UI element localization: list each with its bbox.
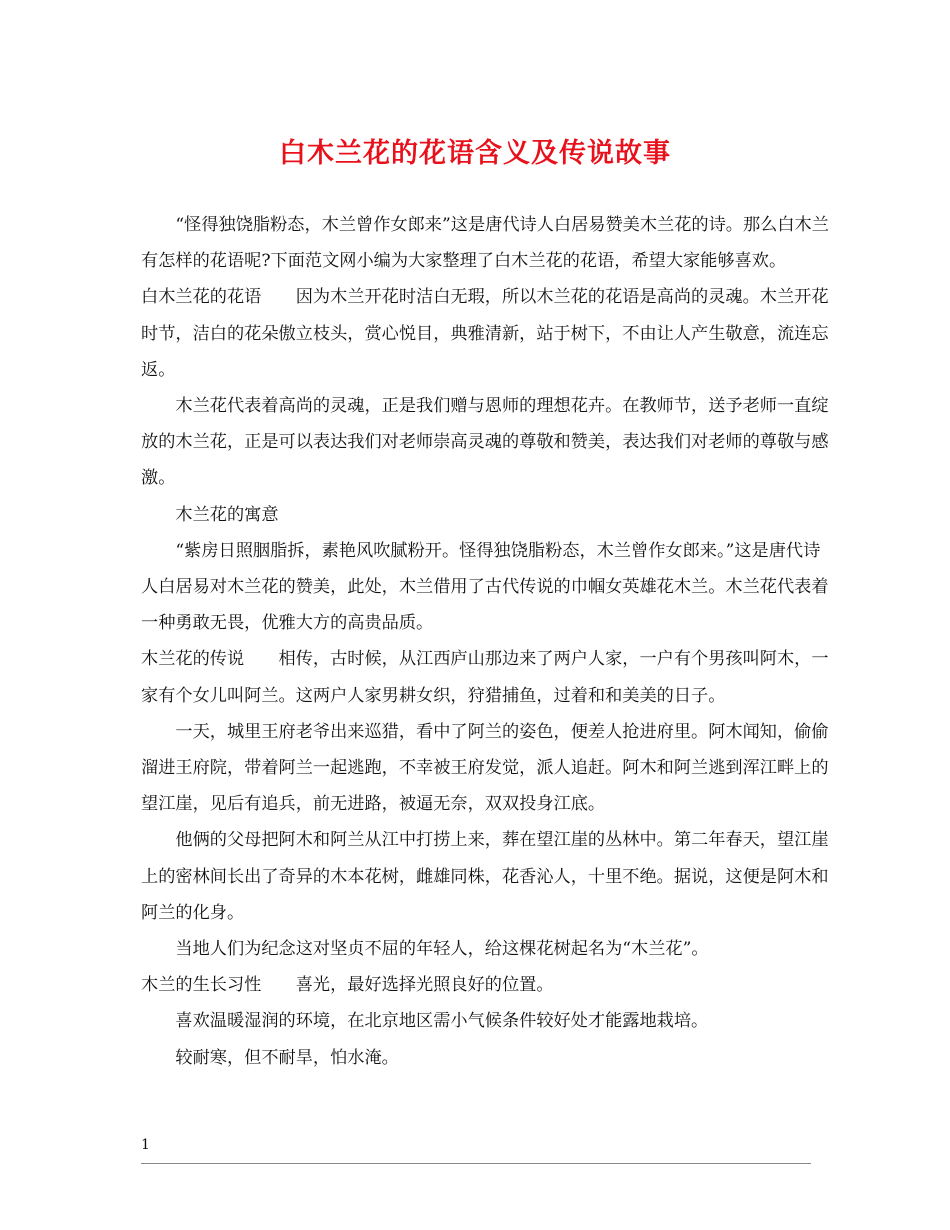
paragraph-legend-burial: 他俩的父母把阿木和阿兰从江中打捞上来，葬在望江崖的丛林中。第二年春天，望江崖上的密林间长出了奇异的木本花树，雌雄同株，花香沁人，十里不绝。据说，这便是阿木和阿兰的化身。 <box>141 830 829 923</box>
document-body <box>141 207 831 1076</box>
section-heading-flower-language: 白木兰花的花语 <box>141 287 262 308</box>
section-text-legend: 相传，古时候，从江西庐山那边来了两户人家，一户有个男孩叫阿木，一家有个女儿叫阿兰。这两户人家男耕女织，狩猎捕鱼，过着和和美美的日子。 <box>141 649 829 706</box>
paragraph-growth-climate: 喜欢温暖湿润的环境，在北京地区需小气候条件较好处才能露地栽培。 <box>175 1011 709 1032</box>
paragraph-flower-language <box>141 279 831 388</box>
subheading-meaning: 木兰花的寓意 <box>175 504 279 525</box>
paragraph-legend-naming: 当地人们为纪念这对坚贞不屈的年轻人，给这棵花树起名为“木兰花”。 <box>175 939 709 960</box>
paragraph-intro: “怪得独饶脂粉态，木兰曾作女郎来”这是唐代诗人白居易赞美木兰花的诗。那么白木兰有怎样的花语呢?下面范文网小编为大家整理了白木兰花的花语，希望大家能够喜欢。 <box>141 215 829 272</box>
paragraph-meaning-poem: “紫房日照胭脂拆，素艳风吹腻粉开。怪得独饶脂粉态，木兰曾作女郎来。”这是唐代诗人白居易对木兰花的赞美，此处，木兰借用了古代传说的巾帼女英雄花木兰。木兰花代表着一种勇敢无畏，优雅大方的高贵品质。 <box>141 540 829 634</box>
section-text-growth-habits: 喜光，最好选择光照良好的位置。 <box>295 975 554 996</box>
section-heading-legend: 木兰花的传说 <box>141 649 245 670</box>
paragraph-growth-tolerance: 较耐寒，但不耐旱，怕水淹。 <box>175 1047 399 1068</box>
paragraph-legend <box>141 641 831 713</box>
paragraph-teacher-gift: 木兰花代表着高尚的灵魂，正是我们赠与恩师的理想花卉。在教师节，送予老师一直绽放的木兰花，正是可以表达我们对老师崇高灵魂的尊敬和赞美，表达我们对老师的尊敬与感激。 <box>141 396 829 489</box>
section-heading-growth-habits: 木兰的生长习性 <box>141 975 262 996</box>
page-number: 1 <box>141 1137 150 1153</box>
paragraph-growth-habits <box>141 967 831 1003</box>
paragraph-legend-escape: 一天，城里王府老爷出来巡猎，看中了阿兰的姿色，便差人抢进府里。阿木闻知，偷偷溜进王府院，带着阿兰一起逃跑，不幸被王府发觉，派人追赶。阿木和阿兰逃到浑江畔上的望江崖，见后有追兵，前无进路，被逼无奈，双双投身江底。 <box>141 721 829 815</box>
footer-divider <box>141 1163 811 1164</box>
section-text-flower-language: 因为木兰开花时洁白无瑕，所以木兰花的花语是高尚的灵魂。木兰开花时节，洁白的花朵傲立枝头，赏心悦目，典雅清新，站于树下，不由让人产生敬意，流连忘返。 <box>141 287 829 380</box>
document-title: 白木兰花的花语含义及传说故事 <box>279 138 671 169</box>
